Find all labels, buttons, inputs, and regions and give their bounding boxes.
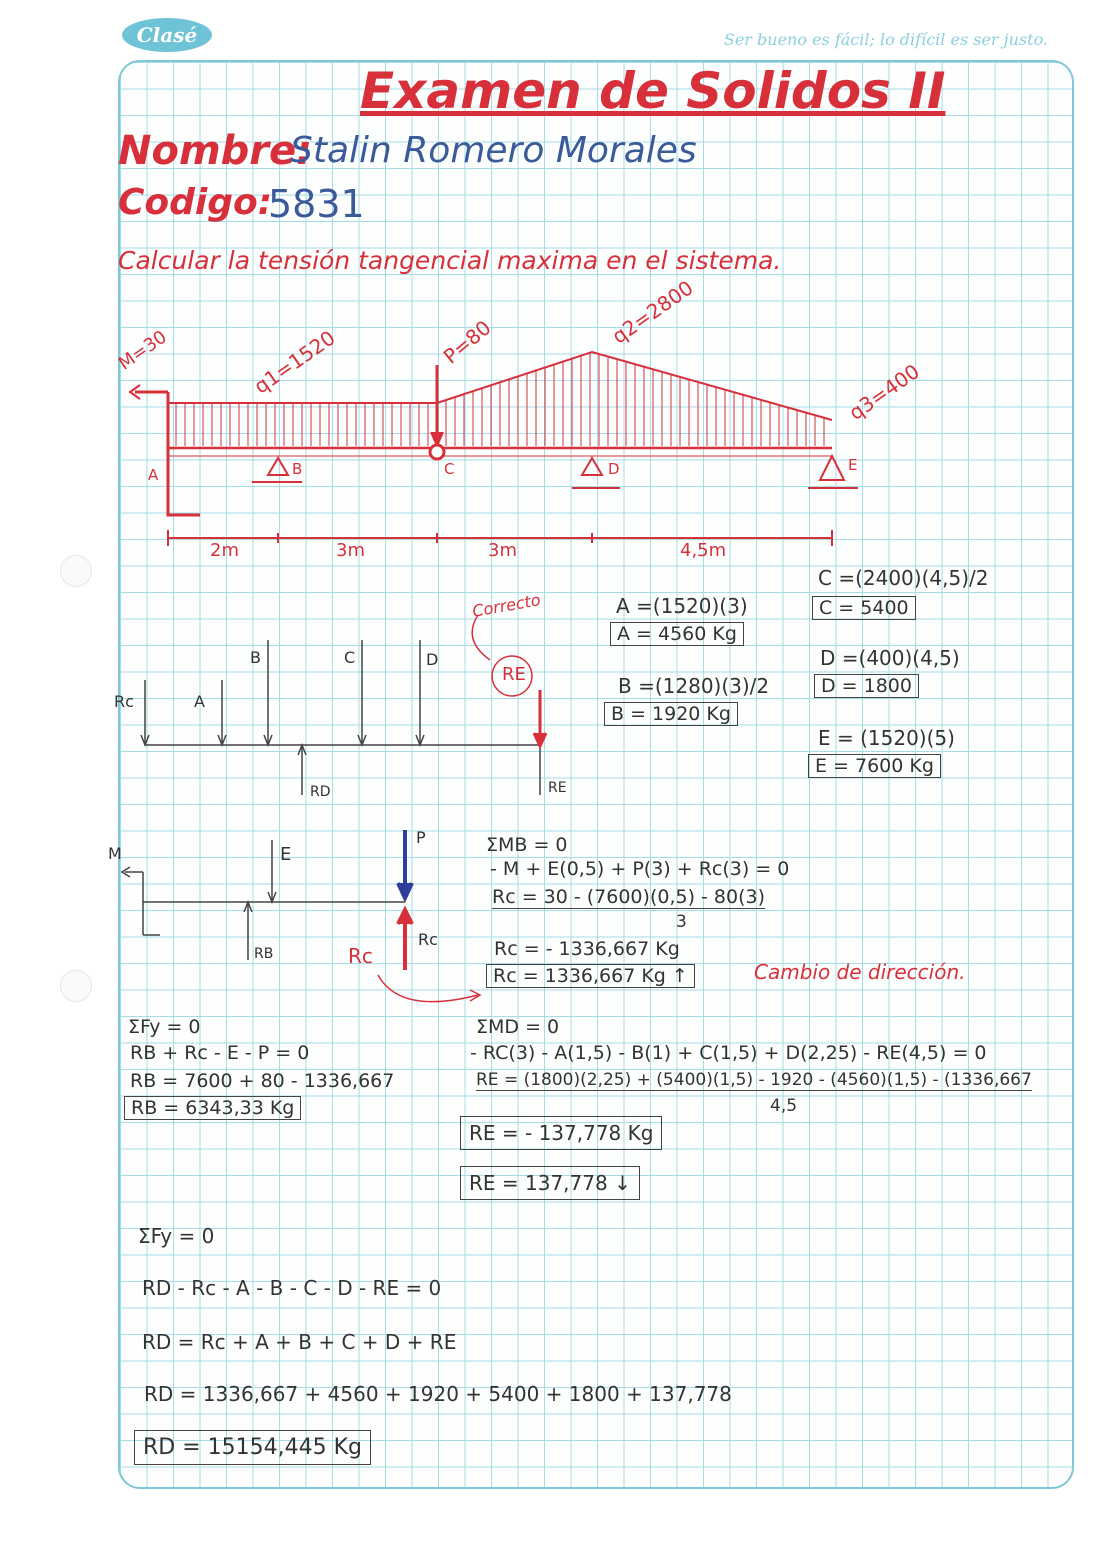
point-e-label: E <box>848 456 858 474</box>
re-result: RE = 137,778 ↓ <box>460 1166 640 1200</box>
fbd1-d-label: D <box>426 650 439 669</box>
sum-fy1-head: ΣFy = 0 <box>128 1016 201 1038</box>
fbd2-e-label: E <box>280 844 292 865</box>
span-label: 3m <box>336 540 365 561</box>
fbd1-b-label: B <box>250 648 261 667</box>
span-label: 3m <box>488 540 517 561</box>
resultant-c-eq: C =(2400)(4,5)/2 <box>818 566 989 590</box>
fbd1-c-label: C <box>344 648 356 667</box>
sum-mb-head: ΣMB = 0 <box>486 834 568 856</box>
code-value: 5831 <box>268 182 365 226</box>
sum-md-line: - RC(3) - A(1,5) - B(1) + C(1,5) + D(2,25) - RE(4,5) = 0 <box>470 1042 987 1064</box>
direction-note: Cambio de dirección. <box>754 960 966 984</box>
resultant-b-eq: B =(1280)(3)/2 <box>618 674 770 698</box>
fbd1-re-label: RE <box>502 664 526 685</box>
resultant-a-eq: A =(1520)(3) <box>616 594 748 618</box>
resultant-a: A = 4560 Kg <box>610 622 744 646</box>
resultant-e: E = 7600 Kg <box>808 754 941 778</box>
correct-note: Correcto <box>470 590 542 621</box>
sum-fy2-head: ΣFy = 0 <box>138 1224 215 1248</box>
sum-fy1-line: RB = 7600 + 80 - 1336,667 <box>130 1070 395 1092</box>
sum-mb-line: - M + E(0,5) + P(3) + Rc(3) = 0 <box>490 858 790 880</box>
fbd2-m-label: M <box>108 844 122 863</box>
fbd2-p-label: P <box>416 828 426 847</box>
logo: Clasé <box>122 18 212 52</box>
fbd1-rd-label: RD <box>310 784 331 800</box>
exam-title: Examen de Solidos II <box>360 62 946 120</box>
resultant-d-eq: D =(400)(4,5) <box>820 646 960 670</box>
point-d-label: D <box>608 460 620 478</box>
re-result-negative: RE = - 137,778 Kg <box>460 1116 662 1150</box>
rd-result: RD = 15154,445 Kg <box>134 1430 371 1465</box>
resultant-b: B = 1920 Kg <box>604 702 738 726</box>
q1-label: q1=1520 <box>249 325 340 399</box>
resultant-c: C = 5400 <box>812 596 916 620</box>
fbd1-a-label: A <box>194 692 205 711</box>
point-b-label: B <box>292 460 303 478</box>
fbd2-rc-red-label: Rc <box>348 944 373 968</box>
sum-mb-denominator: 3 <box>676 912 687 932</box>
fbd1-re-low-label: RE <box>548 780 567 796</box>
resultant-e-eq: E = (1520)(5) <box>818 726 955 750</box>
point-c-label: C <box>444 460 455 478</box>
rc-result: Rc = 1336,667 Kg ↑ <box>486 964 695 988</box>
sum-md-denominator: 4,5 <box>770 1096 798 1116</box>
fbd2-rb-label: RB <box>254 946 274 962</box>
rb-result: RB = 6343,33 Kg <box>124 1096 301 1120</box>
sum-mb-line: Rc = 30 - (7600)(0,5) - 80(3) <box>492 886 766 908</box>
code-label: Codigo: <box>118 182 273 223</box>
sum-fy2-line: RD - Rc - A - B - C - D - RE = 0 <box>142 1276 442 1300</box>
fbd1-rc-label: Rc <box>114 692 134 711</box>
sum-mb-line: Rc = - 1336,667 Kg <box>494 938 680 960</box>
sum-md-line: RE = (1800)(2,25) + (5400)(1,5) - 1920 - (4560)(1,5) - (1336,667 <box>476 1070 1032 1090</box>
span-label: 2m <box>210 540 239 561</box>
q2-label: q2=2800 <box>607 275 698 349</box>
span-label: 4,5m <box>680 540 727 561</box>
point-a-label: A <box>148 466 159 484</box>
sum-fy1-line: RB + Rc - E - P = 0 <box>130 1042 310 1064</box>
name-value: Stalin Romero Morales <box>290 130 697 171</box>
sum-fy2-line: RD = 1336,667 + 4560 + 1920 + 5400 + 1800 + 137,778 <box>144 1382 732 1406</box>
q3-label: q3=400 <box>844 359 924 425</box>
sum-fy2-line: RD = Rc + A + B + C + D + RE <box>142 1330 457 1354</box>
moment-label: M=30 <box>114 326 171 375</box>
resultant-d: D = 1800 <box>814 674 919 698</box>
p-label: P=80 <box>438 315 496 369</box>
motto: Ser bueno es fácil; lo difícil es ser justo. <box>723 30 1048 49</box>
name-label: Nombre: <box>118 128 313 174</box>
problem-prompt: Calcular la tensión tangencial maxima en el sistema. <box>118 246 782 275</box>
sum-md-head: ΣMD = 0 <box>476 1016 560 1038</box>
fbd2-rc-label: Rc <box>418 930 438 949</box>
